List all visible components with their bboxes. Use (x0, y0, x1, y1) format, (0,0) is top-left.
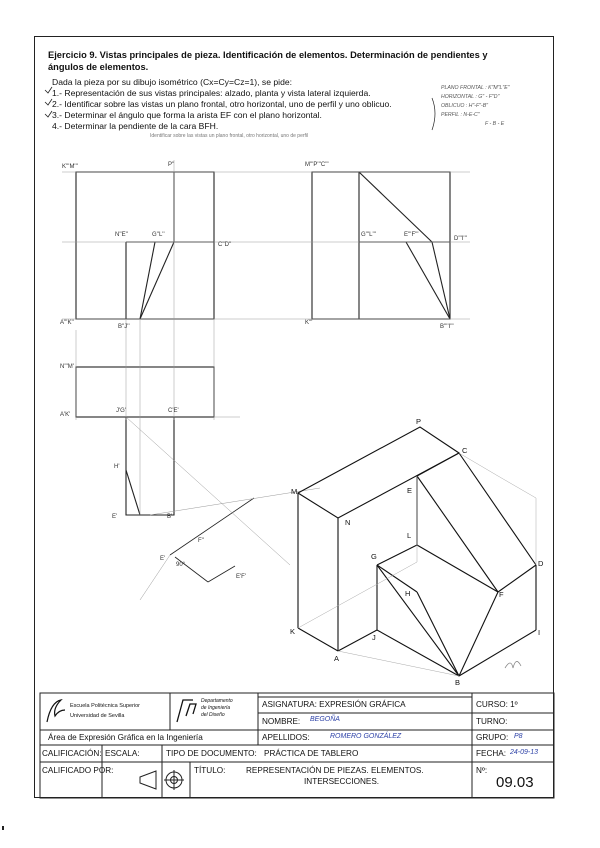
vertex-label: J (372, 633, 376, 642)
elevation-outline (76, 172, 214, 319)
vertex-label: M (291, 487, 298, 496)
dept-line-1: Departamento (201, 698, 233, 704)
course-label: CURSO: 1º (476, 700, 518, 709)
task-2: 2.- Identificar sobre las vistas un plano frontal, otro horizontal, uno de perfil y uno oblicuo. (52, 99, 392, 109)
vertex-label: L (407, 531, 412, 540)
view-label: B''J'' (118, 324, 130, 330)
vertex-label: F (499, 590, 504, 599)
surname-label: APELLIDOS: (262, 733, 310, 742)
view-label: P'' (168, 162, 175, 168)
vertex-label: C (462, 446, 468, 455)
title-value-line-2: INTERSECCIONES. (304, 777, 380, 786)
doc-type-value: PRÁCTICA DE TABLERO (264, 749, 359, 758)
exercise-heading: Ejercicio 9. Vistas principales de pieza. Identificación de elementos. Determinación de pendientes y ángulos de elementos. (48, 50, 488, 72)
shift-label: TURNO: (476, 717, 508, 726)
name-value: BEGOÑA (310, 716, 340, 723)
view-label: E' (160, 556, 166, 562)
name-label: NOMBRE: (262, 717, 301, 726)
view-label: G''L'' (152, 232, 165, 238)
school-line-1: Escuela Politécnica Superior (70, 703, 141, 709)
view-label: E'F' (236, 574, 246, 580)
dept-line-2: de Ingeniería (201, 705, 231, 711)
vertex-label: E (407, 486, 413, 495)
number-label: Nº: (476, 766, 488, 775)
view-label: N'''M' (60, 364, 74, 370)
view-label: G'''L''' (361, 232, 376, 238)
answer-line: HORIZONTAL : G" - F"D" (441, 94, 500, 100)
group-value: P8 (514, 733, 523, 740)
edge-mark (2, 826, 4, 830)
vertex-label: G (371, 552, 377, 561)
scale-label: ESCALA: (105, 749, 140, 758)
area-label: Área de Expresión Gráfica en la Ingeniería (48, 733, 203, 742)
vertex-label: I (538, 628, 541, 637)
answer-line: OBLICUO : H"-F"-B" (441, 103, 489, 109)
struck-note: Identificar sobre las vistas un plano frontal, otro horizontal, uno de perfil (150, 133, 309, 139)
task-4: 4.- Determinar la pendiente de la cara BFH. (52, 121, 219, 131)
sheet-number: 09.03 (496, 774, 534, 791)
grade-label: CALIFICACIÓN: (42, 749, 102, 758)
answer-line: F - B - E (485, 121, 505, 127)
vertex-label: N (345, 518, 351, 527)
exercise-prompt: Dada la pieza por su dibujo isométrico (Cx=Cy=Cz=1), se pide: (52, 77, 293, 87)
vertex-label: A (334, 654, 340, 663)
view-label: M'''P'''C''' (305, 162, 329, 168)
view-label: F'' (198, 538, 204, 544)
title-value-line-1: REPRESENTACIÓN DE PIEZAS. ELEMENTOS. (246, 766, 424, 775)
view-label: N''E'' (115, 232, 128, 238)
graded-by-label: CALIFICADO POR: (42, 766, 114, 775)
plan-outline (76, 367, 214, 417)
vertex-label: D (538, 559, 544, 568)
view-label: E' (112, 514, 118, 520)
task-3: 3.- Determinar el ángulo que forma la arista EF con el plano horizontal. (52, 110, 322, 120)
vertex-label: P (416, 417, 422, 426)
top-face (298, 427, 459, 518)
view-label: B' (167, 514, 173, 520)
vertex-label: K (290, 627, 296, 636)
school-line-2: Universidad de Sevilla (70, 713, 125, 719)
vertex-label: H (405, 589, 411, 598)
profile-outline (312, 172, 450, 319)
department-logo (177, 700, 196, 722)
title-label: TÍTULO: (194, 766, 226, 775)
view-label: C'E' (168, 408, 179, 414)
task-1: 1.- Representación de sus vistas principales: alzado, planta y vista lateral izquierda. (52, 88, 371, 98)
vertex-label: B (455, 678, 461, 687)
view-label: D'''I''' (454, 236, 467, 242)
view-label: A'K' (60, 412, 71, 418)
view-label: J'G' (116, 408, 126, 414)
university-logo (47, 700, 65, 722)
answer-line: PLANO FRONTAL : K"M"L"E" (441, 85, 510, 91)
doc-type-label: TIPO DE DOCUMENTO: (166, 749, 257, 758)
answer-line: PERFIL : N-E-C" (441, 112, 480, 118)
surname-value: ROMERO GONZÁLEZ (330, 733, 402, 740)
view-label: 90° (176, 562, 186, 568)
dept-line-3: del Diseño (201, 712, 225, 718)
subject-label: ASIGNATURA: EXPRESIÓN GRÁFICA (262, 700, 406, 709)
view-label: E'''F''' (404, 232, 419, 238)
view-label: A'''K'' (60, 320, 74, 326)
view-label: K'''M''' (62, 164, 78, 170)
view-label: B''''I''' (440, 324, 454, 330)
date-value: 24-09-13 (510, 749, 539, 756)
date-label: FECHA: (476, 749, 507, 758)
view-label: H' (114, 464, 120, 470)
view-label: C''D'' (218, 242, 232, 248)
group-label: GRUPO: (476, 733, 509, 742)
view-label: K''' (305, 320, 313, 326)
